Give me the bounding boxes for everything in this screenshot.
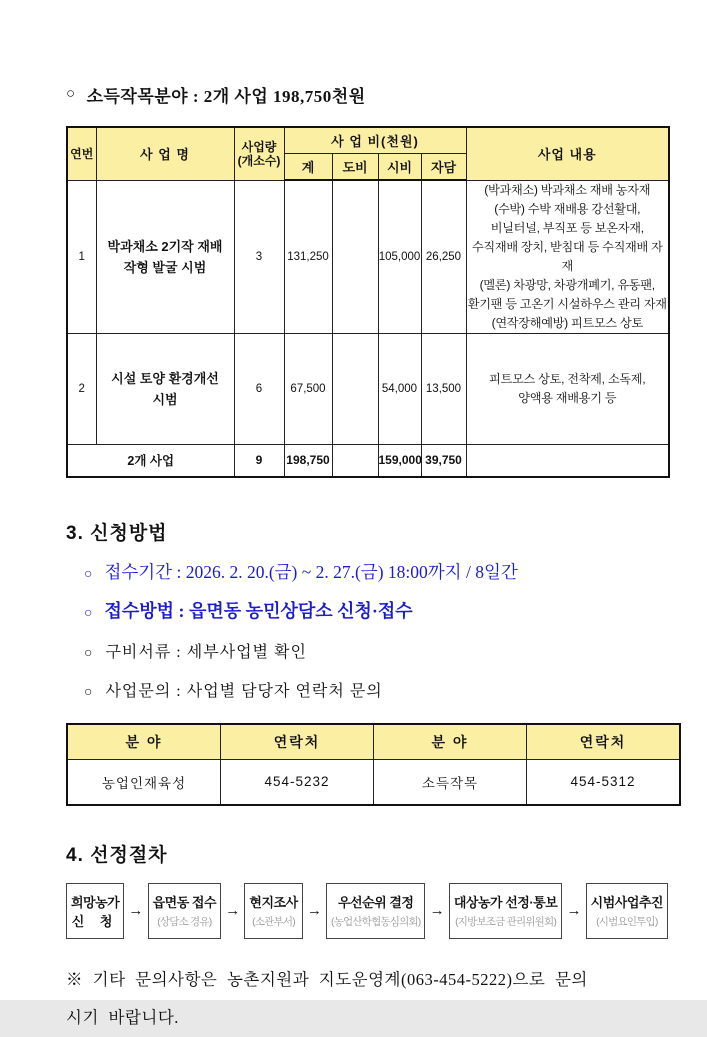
row2-total: 67,500 — [284, 333, 332, 444]
arrow-right-icon: → — [429, 902, 445, 919]
total-content-empty — [466, 444, 669, 477]
total-sum: 198,750 — [284, 444, 332, 477]
selection-flowchart — [66, 883, 668, 939]
arrow-right-icon: → — [566, 902, 582, 919]
circle-bullet-icon: ○ — [84, 645, 94, 661]
total-qty: 9 — [234, 444, 284, 477]
col-header-jadam: 자담 — [421, 154, 466, 181]
inquiry-text: 사업문의 : 사업별 담당자 연락처 문의 — [105, 682, 383, 700]
section4-title: 4. 선정절차 — [66, 844, 168, 866]
receipt-period-text: 접수기간 : 2026. 2. 20.(금) ~ 2. 27.(금) 18:00까지 / 8일간 — [104, 561, 518, 582]
page-content — [66, 0, 668, 1037]
receipt-method-text: 접수방법 : 읍면동 농민상담소 신청·접수 — [104, 600, 413, 621]
intro-text: 소득작목분야 : 2개 사업 198,750천원 — [86, 87, 366, 106]
footer-note — [66, 961, 668, 1037]
flow-step-notify: 대상농가 선정·통보 (지방보조금 관리위원회) — [449, 883, 562, 939]
contact-field1: 농업인재육성 — [67, 759, 221, 805]
col-header-no: 연번 — [67, 127, 96, 180]
documents-text: 구비서류 : 세부사업별 확인 — [105, 643, 307, 661]
circle-bullet-icon: ○ — [84, 605, 93, 621]
row2-sibi: 54,000 — [378, 333, 421, 444]
bullet-line-receipt-period — [84, 559, 668, 584]
row2-dobi — [332, 333, 378, 444]
circle-bullet-icon: ○ — [84, 566, 93, 582]
table-row — [67, 333, 669, 444]
arrow-right-icon: → — [306, 902, 322, 919]
row1-total: 131,250 — [284, 180, 332, 333]
total-label: 2개 사업 — [67, 444, 234, 477]
col-header-content: 사업 내용 — [466, 127, 669, 180]
row1-dobi — [332, 180, 378, 333]
row1-content: (박과채소) 박과채소 재배 농자재 (수박) 수박 재배용 강선활대, 비닐터널, 부직포 등 보온자재, 수직재배 장치, 받침대 등 수직재배 자재 (멜론) 차광망, 차광개폐기, 유동팬, 환기팬 등 고온기 시설하우스 관리 자재 (연작장해예방) 피트모스 상토 — [466, 180, 669, 333]
arrow-right-icon: → — [225, 902, 241, 919]
contact-header-phone2: 연락처 — [527, 724, 681, 760]
col-header-sibi: 시비 — [378, 154, 421, 181]
row1-name-line1: 박과채소 2기작 재배 — [107, 238, 223, 254]
row2-content: 피트모스 상토, 전착제, 소독제, 양액용 재배용기 등 — [466, 333, 669, 444]
bullet-line-receipt-method — [84, 597, 668, 623]
contact-field2: 소득작목 — [374, 759, 527, 805]
contact-phone2: 454-5312 — [527, 759, 681, 805]
row2-qty: 6 — [234, 333, 284, 444]
col-header-qty-line1: 사업량 — [241, 139, 277, 154]
total-row — [67, 444, 669, 477]
bullet-line-documents — [84, 639, 668, 662]
row1-no: 1 — [67, 180, 96, 333]
budget-table — [66, 126, 670, 478]
col-header-dobi: 도비 — [332, 154, 378, 181]
contact-header-field2: 분 야 — [374, 724, 527, 760]
row2-name-line2: 시범 — [152, 391, 178, 407]
row2-name-line1: 시설 토양 환경개선 — [111, 370, 219, 386]
flow-step-receipt: 읍면동 접수 (상담소 경유) — [148, 883, 221, 939]
total-dobi — [332, 444, 378, 477]
row1-name-line2: 작형 발굴 시범 — [123, 259, 207, 275]
bullet-line-inquiry — [84, 678, 668, 701]
total-sibi: 159,000 — [378, 444, 421, 477]
contact-header-phone1: 연락처 — [221, 724, 374, 760]
flow-step-execute: 시범사업추진 (시범요인투입) — [586, 883, 668, 939]
contact-row — [67, 759, 680, 805]
col-header-cost-group: 사 업 비(천원) — [284, 127, 466, 154]
row1-sibi: 105,000 — [378, 180, 421, 333]
flow-step-survey: 현지조사 (소관부서) — [244, 883, 302, 939]
row2-no: 2 — [67, 333, 96, 444]
flow-step-apply: 희망농가 신 청 — [66, 883, 124, 939]
section3-bullets — [66, 559, 668, 701]
intro-line — [66, 82, 668, 107]
row2-name — [96, 333, 234, 444]
contact-phone1: 454-5232 — [221, 759, 374, 805]
section3-title: 3. 신청방법 — [66, 522, 168, 544]
col-header-qty — [234, 127, 284, 180]
circle-bullet-icon: ○ — [66, 86, 76, 102]
col-header-qty-line2: (개소수) — [237, 153, 281, 168]
row1-qty: 3 — [234, 180, 284, 333]
circle-bullet-icon: ○ — [84, 684, 94, 700]
footer-note-line1: ※ 기타 문의사항은 농촌지원과 지도운영계(063-454-5222)으로 문의 — [66, 969, 588, 989]
footer-note-line2: 시기 바랍니다. — [66, 1007, 179, 1027]
row1-jadam: 26,250 — [421, 180, 466, 333]
arrow-right-icon: → — [128, 902, 144, 919]
contact-header-field1: 분 야 — [67, 724, 221, 760]
row2-jadam: 13,500 — [421, 333, 466, 444]
total-jadam: 39,750 — [421, 444, 466, 477]
row1-name — [96, 180, 234, 333]
contact-table — [66, 723, 681, 806]
table-row — [67, 180, 669, 333]
col-header-name: 사 업 명 — [96, 127, 234, 180]
col-header-total: 계 — [284, 154, 332, 181]
flow-step-priority: 우선순위 결정 (농업산학협동심의회) — [326, 883, 425, 939]
